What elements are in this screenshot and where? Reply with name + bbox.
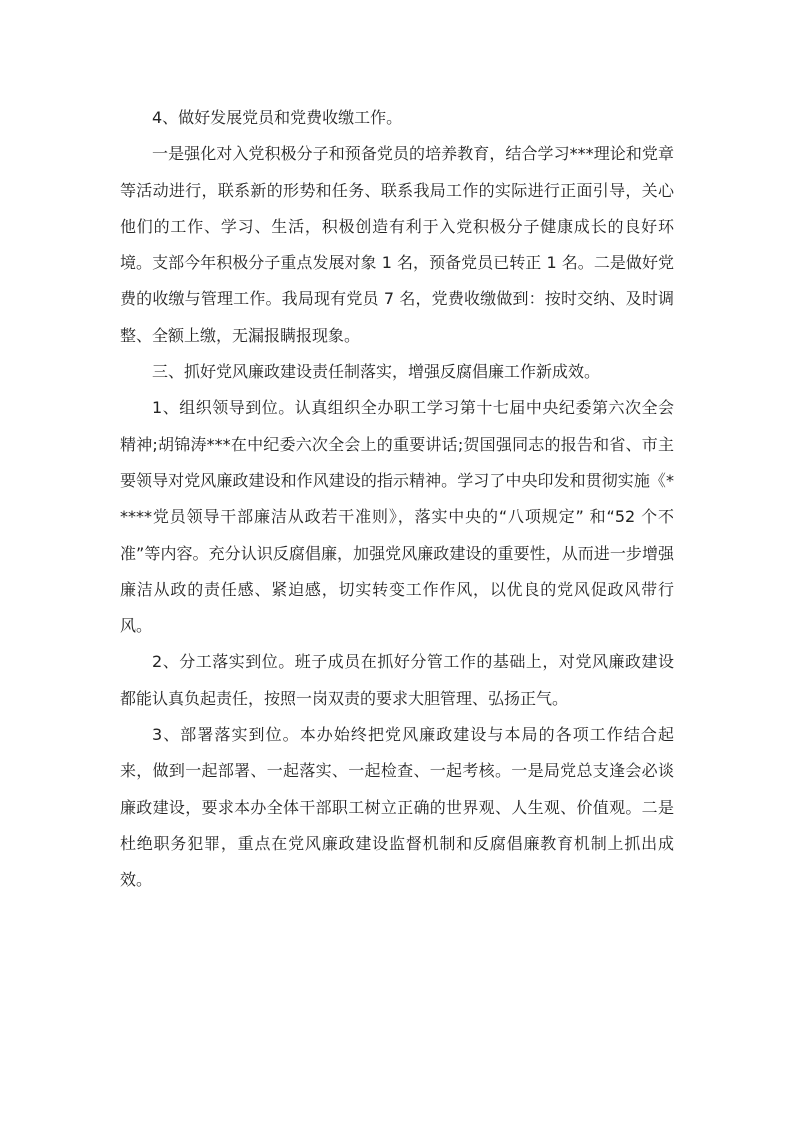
paragraph-division-of-work: 2、分工落实到位。班子成员在抓好分管工作的基础上，对党风廉政建设都能认真负起责任，按照一岗双责的要求大胆管理、弘扬正气。 [120,652,674,708]
section-heading-anti-corruption: 三、抓好党风廉政建设责任制落实，增强反腐倡廉工作新成效。 [152,362,601,382]
paragraph-deployment: 3、部署落实到位。本办始终把党风廉政建设与本局的各项工作结合起来，做到一起部署、一起落实、一起检查、一起考核。一是局党总支逢会必谈廉政建设，要求本办全体干部职工树立正确的世界观、人生观、价值观。二是杜绝职务犯罪，重点在党风廉政建设监督机制和反腐倡廉教育机制上抓出成效。 [120,725,674,890]
document-body [120,100,674,899]
paragraph-training-and-dues: 一是强化对入党积极分子和预备党员的培养教育，结合学习***理论和党章等活动进行，联系新的形势和任务、联系我局工作的实际进行正面引导，关心他们的工作、学习、生活，积极创造有利于入党积极分子健康成长的良好环境。支部今年积极分子重点发展对象 1 名，预备党员已转正 1 名。二是做好党费的收缴与管理工作。我局现有党员 7 名，党费收缴做到：按时交纳、及时调整、全额上缴，无漏报瞒报现象。 [120,144,674,345]
section-heading-party-membership: 4、做好发展党员和党费收缴工作。 [152,108,403,127]
paragraph-leadership: 1、组织领导到位。认真组织全办职工学习第十七届中央纪委第六次全会精神;胡锦涛***在中纪委六次全会上的重要讲话;贺国强同志的报告和省、市主要领导对党风廉政建设和作风建设的指示精神。学习了中央印发和贯彻实施《*****党员领导干部廉洁从政若干准则》，落实中央的“八项规定” 和“52 个不准”等内容。充分认识反腐倡廉，加强党风廉政建设的重要性，从而进一步增强廉洁从政的责任感、紧迫感，切实转变工作作风，以优良的党风促政风带行风。 [120,398,674,636]
